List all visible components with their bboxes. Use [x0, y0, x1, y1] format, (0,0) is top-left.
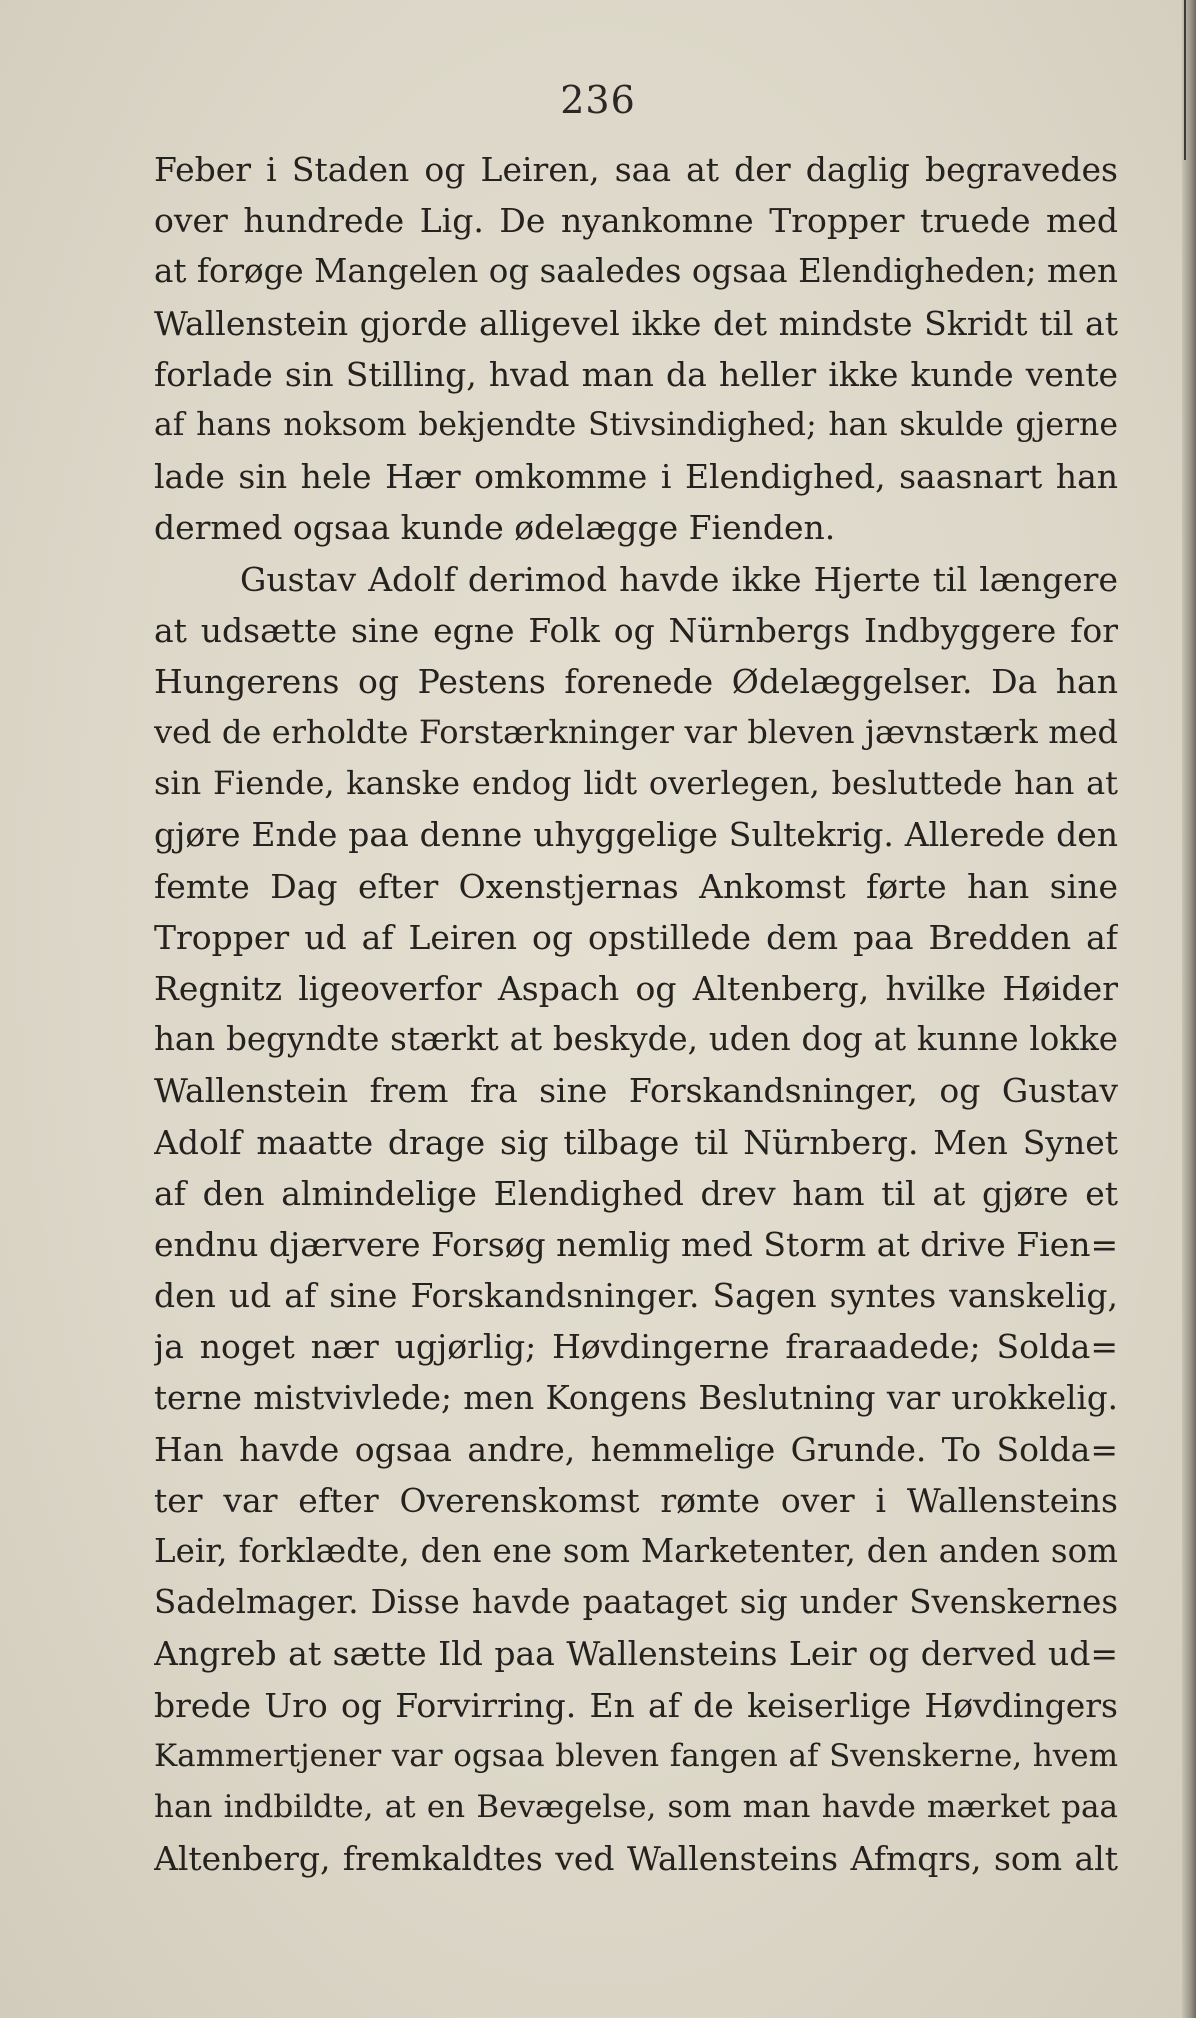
body-text — [154, 144, 1118, 1884]
text-line: Altenberg, fremkaldtes ved Wallensteins Afmqrs, som alt — [154, 1839, 1118, 1879]
text-line: Kammertjener var ogsaa bleven fangen af Svenskerne, hvem — [154, 1737, 1118, 1774]
page-edge-shadow — [1182, 0, 1196, 2018]
text-line: gjøre Ende paa denne uhyggelige Sultekrig. Allerede den — [154, 815, 1118, 855]
text-line: Wallenstein frem fra sine Forskandsninger, og Gustav — [154, 1071, 1118, 1111]
text-line: ja noget nær ugjørlig; Høvdingerne fraraadede; Solda= — [154, 1327, 1118, 1367]
text-line: ter var efter Overenskomst rømte over i Wallensteins — [154, 1480, 1118, 1520]
text-line: Tropper ud af Leiren og opstillede dem paa Bredden af — [154, 917, 1118, 957]
page-number: 236 — [560, 78, 636, 122]
text-line: ved de erholdte Forstærkninger var bleven jævnstærk med — [154, 713, 1118, 752]
text-line: han begyndte stærkt at beskyde, uden dog at kunne lokke — [154, 1020, 1118, 1059]
text-line-paragraph-start: Gustav Adolf derimod havde ikke Hjerte til længere — [240, 559, 1118, 599]
text-line: Feber i Staden og Leiren, saa at der daglig begravedes — [154, 150, 1118, 189]
text-line: Adolf maatte drage sig tilbage til Nürnberg. Men Synet — [154, 1122, 1118, 1162]
text-line: Leir, forklædte, den ene som Marketenter, den anden som — [154, 1532, 1118, 1571]
text-line: brede Uro og Forvirring. En af de keiserlige Høvdingers — [154, 1685, 1118, 1725]
text-line: Wallenstein gjorde alligevel ikke det mindste Skridt til at — [154, 303, 1118, 343]
text-line: forlade sin Stilling, hvad man da heller ikke kunde vente — [154, 354, 1118, 394]
text-line: Angreb at sætte Ild paa Wallensteins Leir og derved ud= — [154, 1634, 1118, 1674]
text-line: at forøge Mangelen og saaledes ogsaa Elendigheden; men — [154, 252, 1118, 291]
text-line: over hundrede Lig. De nyankomne Tropper truede med — [154, 201, 1118, 241]
text-line: af hans noksom bekjendte Stivsindighed; han skulde gjerne — [154, 406, 1118, 443]
text-line: Regnitz ligeoverfor Aspach og Altenberg, hvilke Høider — [154, 969, 1118, 1008]
text-line: endnu djærvere Forsøg nemlig med Storm at drive Fien= — [154, 1224, 1118, 1264]
text-line: lade sin hele Hær omkomme i Elendighed, saasnart han — [154, 457, 1118, 497]
text-line: terne mistvivlede; men Kongens Beslutning var urokkelig. — [154, 1378, 1118, 1417]
text-line: den ud af sine Forskandsninger. Sagen syntes vanskelig, — [154, 1276, 1118, 1316]
text-line: Sadelmager. Disse havde paataget sig under Svenskernes — [154, 1583, 1118, 1622]
text-line: femte Dag efter Oxenstjernas Ankomst førte han sine — [154, 866, 1118, 906]
text-line: sin Fiende, kanske endog lidt overlegen, besluttede han at — [154, 764, 1118, 803]
text-line: han indbildte, at en Bevægelse, som man havde mærket paa — [154, 1789, 1118, 1825]
text-line: Han havde ogsaa andre, hemmelige Grunde. To Solda= — [154, 1429, 1118, 1469]
text-line: Hungerens og Pestens forenede Ødelæggelser. Da han — [154, 661, 1118, 701]
text-line: af den almindelige Elendighed drev ham til at gjøre et — [154, 1173, 1118, 1213]
text-line: at udsætte sine egne Folk og Nürnbergs Indbyggere for — [154, 610, 1118, 650]
text-line-paragraph-end: dermed ogsaa kunde ødelægge Fienden. — [154, 508, 836, 548]
